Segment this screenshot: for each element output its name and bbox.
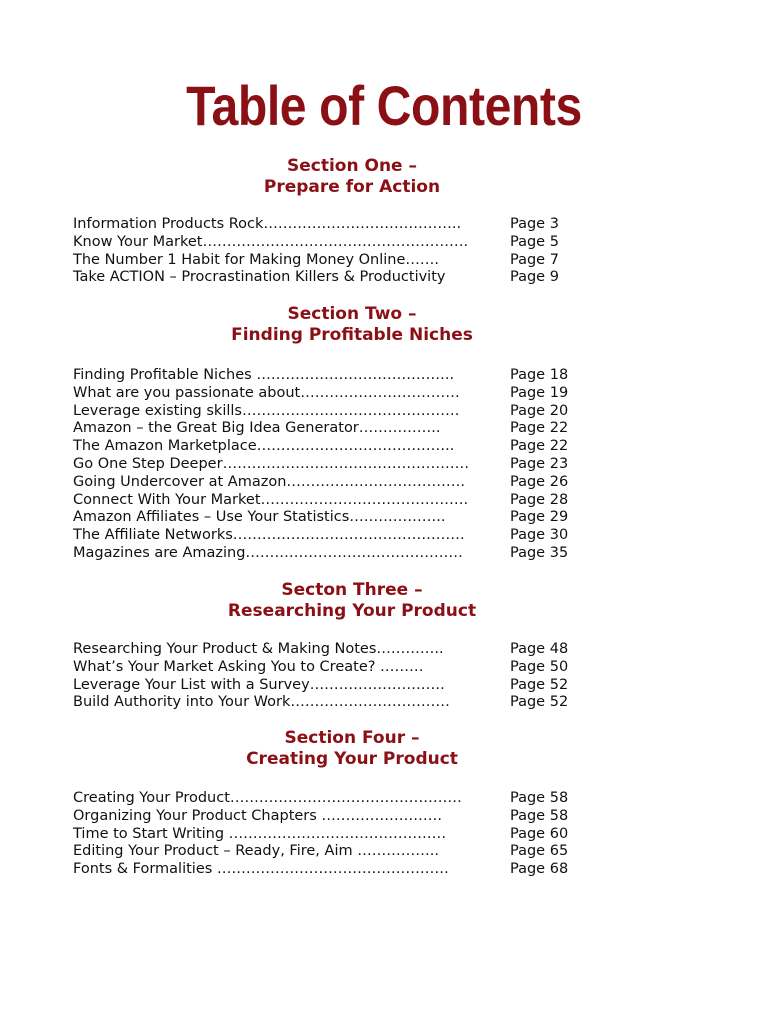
toc-entry[interactable] <box>0 403 768 421</box>
section-heading <box>0 580 704 622</box>
toc-entry-page: Page 65 <box>510 843 569 860</box>
toc-entry-title: The Amazon Marketplace………………………………….. <box>73 438 455 455</box>
toc-entry-title: Magazines are Amazing……………………………………… <box>73 544 463 561</box>
toc-entry-title: Leverage existing skills……………………………………… <box>73 402 460 419</box>
toc-entry[interactable] <box>0 861 768 879</box>
section-one <box>0 156 768 287</box>
toc-entry-page: Page 52 <box>510 694 569 711</box>
toc-entry-page: Page 28 <box>510 491 569 508</box>
toc-entry-page: Page 60 <box>510 825 569 842</box>
toc-entry-page: Page 5 <box>510 233 559 250</box>
toc-entry[interactable] <box>0 367 768 385</box>
section-heading-line2: Prepare for Action <box>263 177 441 197</box>
section-heading-line2: Finding Profitable Niches <box>231 325 473 345</box>
toc-entry-page: Page 68 <box>510 861 569 878</box>
toc-entry-page: Page 58 <box>510 790 569 806</box>
toc-entry[interactable] <box>0 527 768 545</box>
toc-entry-page: Page 50 <box>510 658 569 675</box>
toc-entry[interactable] <box>0 694 768 712</box>
toc-entry[interactable] <box>0 509 768 527</box>
toc-entry-title: Go One Step Deeper…………………………………………… <box>73 455 470 472</box>
toc-entry-title: Time to Start Writing ……………………………………… <box>73 825 447 842</box>
section-heading-line1: Section Four – <box>284 728 420 748</box>
toc-entries <box>0 641 768 712</box>
toc-entry-page: Page 18 <box>510 367 569 383</box>
toc-entry-title: Amazon Affiliates – Use Your Statistics……………….. <box>73 509 446 526</box>
page-title: Table of Contents <box>186 74 582 137</box>
section-heading-line1: Section One – <box>286 156 417 176</box>
toc-entry-title: The Number 1 Habit for Making Money Online……. <box>73 251 440 268</box>
toc-entry-page: Page 3 <box>510 216 559 232</box>
toc-entry-page: Page 52 <box>510 676 569 693</box>
section-two <box>0 304 768 563</box>
toc-entry-title: Build Authority into Your Work…………………………… <box>73 694 450 711</box>
toc-entry[interactable] <box>0 677 768 695</box>
toc-entry[interactable] <box>0 269 768 287</box>
toc-entry-title: What are you passionate about…………………………… <box>73 384 460 401</box>
toc-entry-page: Page 35 <box>510 544 569 561</box>
toc-entry[interactable] <box>0 252 768 270</box>
toc-entry-page: Page 22 <box>510 438 569 455</box>
toc-entry-title: Connect With Your Market……………………………………. <box>73 491 469 508</box>
toc-entry-page: Page 23 <box>510 455 569 472</box>
toc-entry-page: Page 58 <box>510 807 569 824</box>
toc-entry[interactable] <box>0 234 768 252</box>
toc-entry-page: Page 20 <box>510 402 569 419</box>
toc-entry-page: Page 22 <box>510 420 569 437</box>
toc-entry-page: Page 48 <box>510 641 569 657</box>
toc-entry[interactable] <box>0 808 768 826</box>
toc-entry[interactable] <box>0 492 768 510</box>
toc-entry-page: Page 30 <box>510 527 569 544</box>
toc-entry-page: Page 9 <box>510 269 559 286</box>
toc-entry[interactable] <box>0 456 768 474</box>
toc-entry-title: The Affiliate Networks………………………………………… <box>73 527 465 544</box>
toc-entry-title: Know Your Market………………………………………………. <box>73 233 469 250</box>
toc-entry-title: What’s Your Market Asking You to Create? ……… <box>73 658 424 675</box>
toc-entry-title: Editing Your Product – Ready, Fire, Aim …………….. <box>73 843 439 860</box>
toc-entry[interactable] <box>0 659 768 677</box>
toc-entry-title: Fonts & Formalities ………………………………………… <box>73 861 449 878</box>
toc-entry-title: Organizing Your Product Chapters ……………………. <box>73 807 443 824</box>
section-heading <box>0 304 704 346</box>
toc-entries <box>0 790 768 879</box>
section-heading-line2: Creating Your Product <box>246 749 458 769</box>
toc-entry-title: Information Products Rock………………………………….. <box>73 216 462 232</box>
toc-entry[interactable] <box>0 438 768 456</box>
toc-entry-page: Page 29 <box>510 509 569 526</box>
toc-entry-title: Finding Profitable Niches ………………………………….. <box>73 367 455 383</box>
section-heading-line2: Researching Your Product <box>227 601 477 621</box>
section-heading <box>0 728 704 770</box>
toc-entry-page: Page 7 <box>510 251 559 268</box>
section-heading-line1: Section Two – <box>287 304 417 324</box>
toc-entry[interactable] <box>0 641 768 659</box>
toc-entry[interactable] <box>0 843 768 861</box>
toc-entry-title: Take ACTION – Procrastination Killers & Productivity <box>73 269 446 286</box>
section-heading-line1: Secton Three – <box>281 580 423 600</box>
toc-entries <box>0 367 768 563</box>
section-three <box>0 580 768 712</box>
toc-entry[interactable] <box>0 420 768 438</box>
toc-entry-title: Creating Your Product………………………………………… <box>73 790 462 806</box>
toc-entry-page: Page 26 <box>510 473 569 490</box>
toc-entry-title: Amazon – the Great Big Idea Generator…………….. <box>73 420 441 437</box>
toc-entry-page: Page 19 <box>510 384 569 401</box>
toc-entry-title: Going Undercover at Amazon………………………………. <box>73 473 466 490</box>
toc-entry-title: Leverage Your List with a Survey………………………. <box>73 676 445 693</box>
section-heading <box>0 156 704 198</box>
toc-entry[interactable] <box>0 216 768 234</box>
toc-entry[interactable] <box>0 826 768 844</box>
toc-entry[interactable] <box>0 790 768 808</box>
toc-entry[interactable] <box>0 545 768 563</box>
toc-entries <box>0 216 768 287</box>
toc-entry[interactable] <box>0 385 768 403</box>
section-four <box>0 728 768 879</box>
toc-entry-title: Researching Your Product & Making Notes………….. <box>73 641 444 657</box>
toc-entry[interactable] <box>0 474 768 492</box>
